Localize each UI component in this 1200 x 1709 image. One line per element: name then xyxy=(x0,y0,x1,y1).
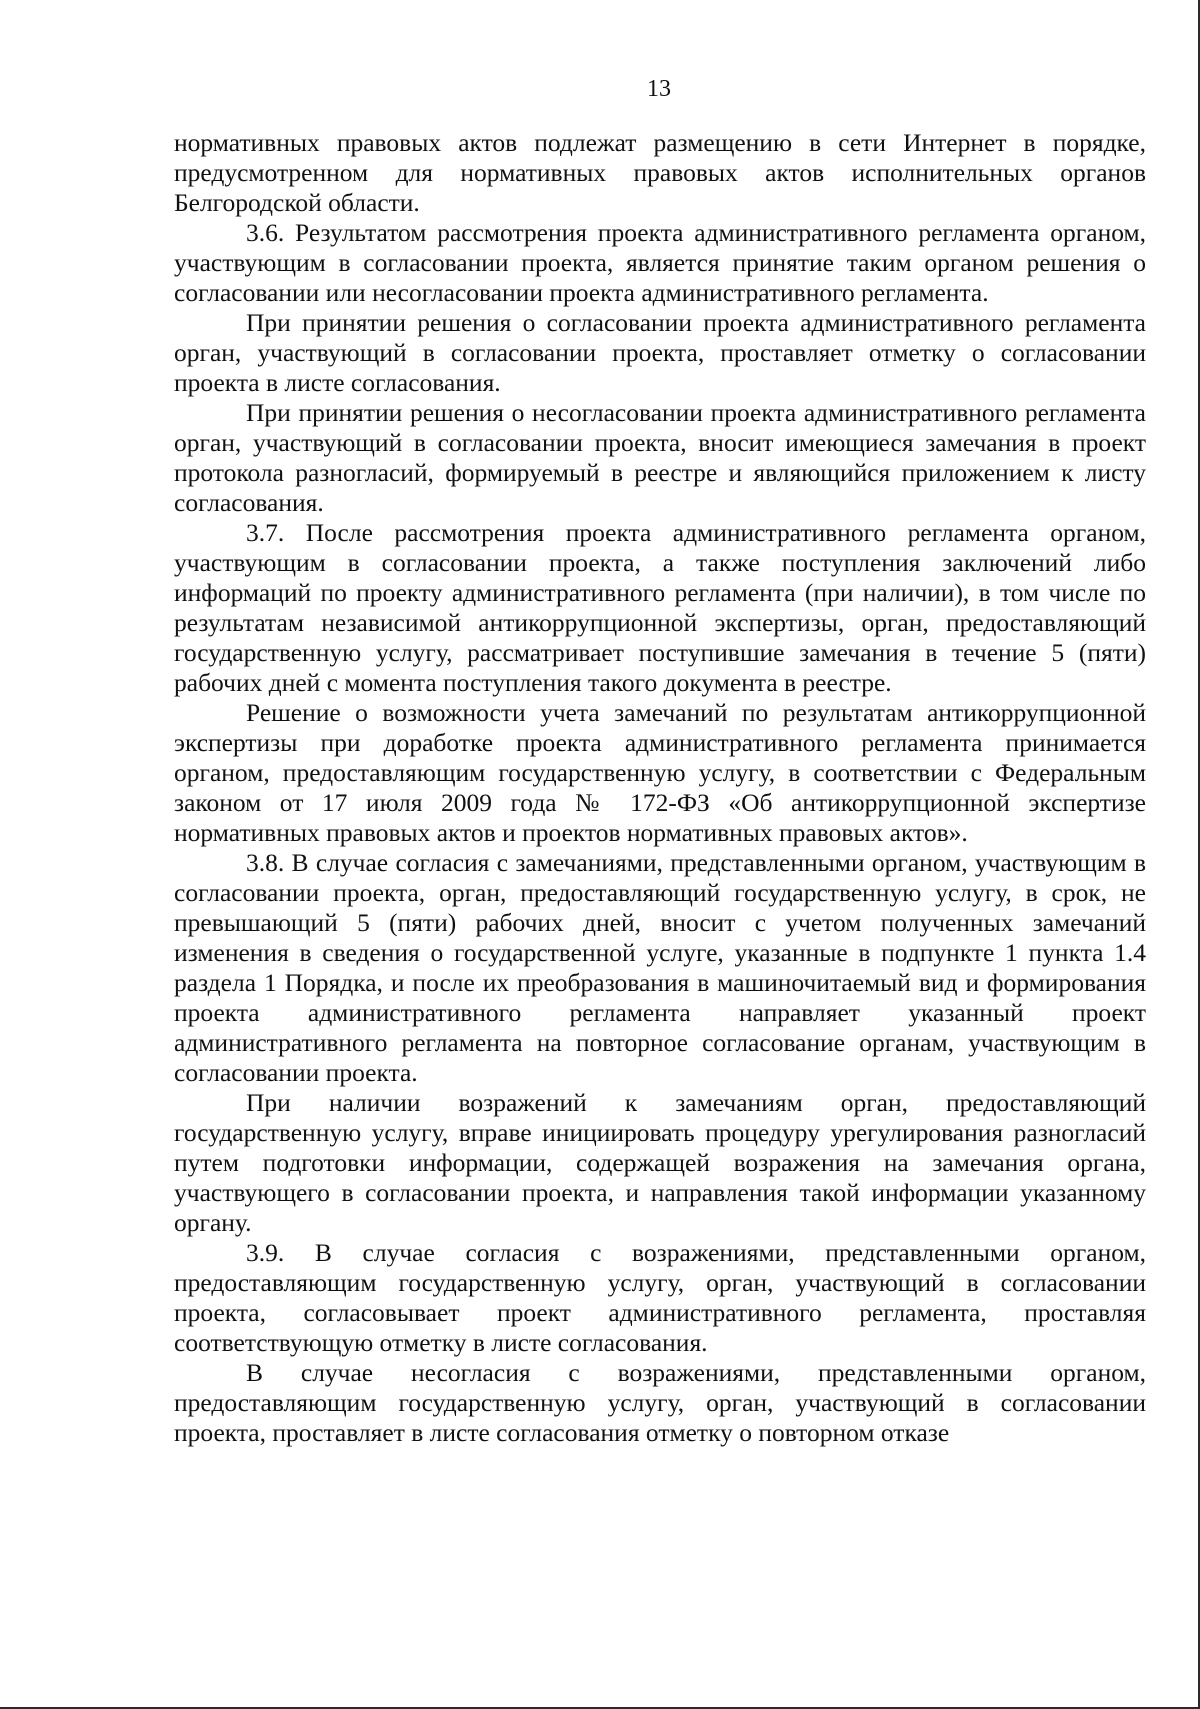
paragraph-3-9: 3.9. В случае согласия с возражениями, представленными органом, предоставляющим государственную услугу, орган, участвующий в согласовании проекта, согласовывает проект административного регламента, проставляя соответствующую отметку в листе согласования. xyxy=(174,1238,1146,1357)
paragraph-disapproval-decision: При принятии решения о несогласовании проекта административного регламента орган, участвующий в согласовании проекта, вносит имеющиеся замечания в проект протокола разногласий, формируемый в реестре и являющийся приложением к листу согласования. xyxy=(174,398,1146,517)
paragraph-continuation: нормативных правовых актов подлежат размещению в сети Интернет в порядке, предусмотренном для нормативных правовых актов исполнительных органов Белгородской области. xyxy=(174,128,1146,217)
page-number: 13 xyxy=(647,76,671,102)
paragraph-3-8: 3.8. В случае согласия с замечаниями, представленными органом, участвующим в согласовании проекта, орган, предоставляющий государственную услугу, в срок, не превышающий 5 (пяти) рабочих дней, вносит с учетом полученных замечаний изменения в сведения о государственной услуге, указанные в подпункте 1 пункта 1.4 раздела 1 Порядка, и после их преобразования в машиночитаемый вид и формирования проекта административного регламента направляет указанный проект административного регламента на повторное согласование органам, участвующим в согласовании проекта. xyxy=(174,848,1146,1087)
document-body xyxy=(174,128,1146,1448)
paragraph-3-6: 3.6. Результатом рассмотрения проекта административного регламента органом, участвующим в согласовании проекта, является принятие таким органом решения о согласовании или несогласовании проекта административного регламента. xyxy=(174,218,1146,307)
paragraph-objections: При наличии возражений к замечаниям орган, предоставляющий государственную услугу, вправе инициировать процедуру урегулирования разногласий путем подготовки информации, содержащей возражения на замечания органа, участвующего в согласовании проекта, и направления такой информации указанному органу. xyxy=(174,1088,1146,1237)
paragraph-repeated-refusal: В случае несогласия с возражениями, представленными органом, предоставляющим государственную услугу, орган, участвующий в согласовании проекта, проставляет в листе согласования отметку о повторном отказе xyxy=(174,1358,1146,1447)
paragraph-anticorruption-decision: Решение о возможности учета замечаний по результатам антикоррупционной экспертизы при доработке проекта административного регламента принимается органом, предоставляющим государственную услугу, в соответствии с Федеральным законом от 17 июля 2009 года № 172-ФЗ «Об антикоррупционной экспертизе нормативных правовых актов и проектов нормативных правовых актов». xyxy=(174,698,1146,847)
paragraph-approval-decision: При принятии решения о согласовании проекта административного регламента орган, участвующий в согласовании проекта, проставляет отметку о согласовании проекта в листе согласования. xyxy=(174,308,1146,397)
paragraph-3-7: 3.7. После рассмотрения проекта административного регламента органом, участвующим в согласовании проекта, а также поступления заключений либо информаций по проекту административного регламента (при наличии), в том числе по результатам независимой антикоррупционной экспертизы, орган, предоставляющий государственную услугу, рассматривает поступившие замечания в течение 5 (пяти) рабочих дней с момента поступления такого документа в реестре. xyxy=(174,518,1146,697)
